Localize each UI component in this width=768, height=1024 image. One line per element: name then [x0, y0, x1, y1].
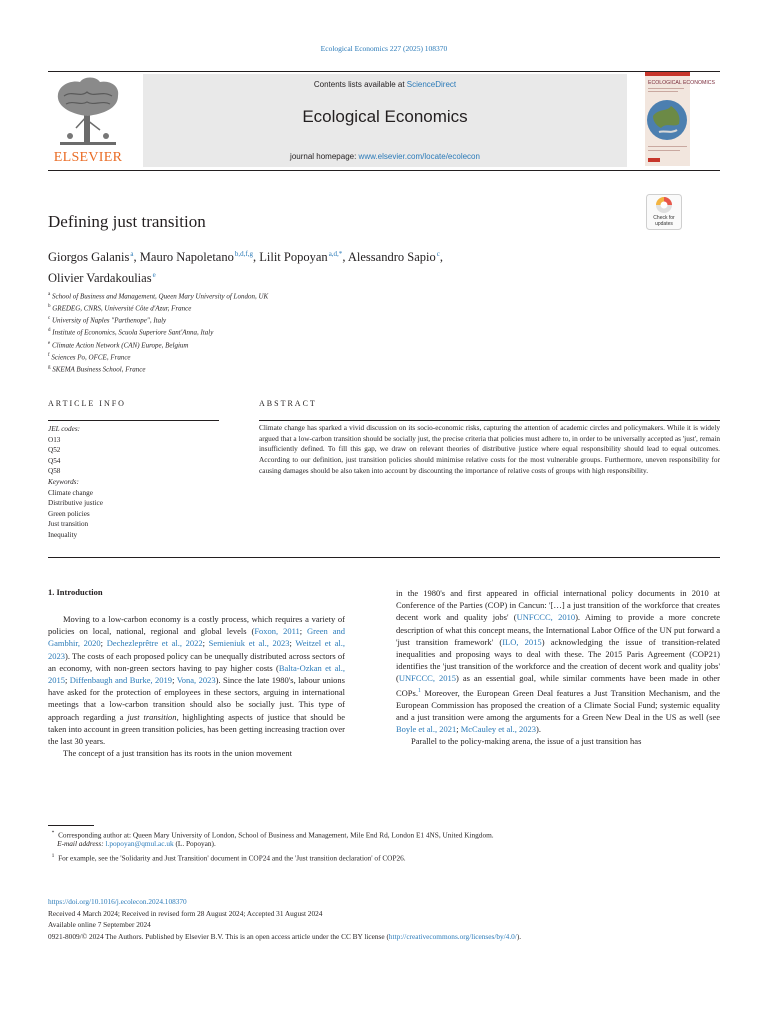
- paragraph: [396, 587, 720, 735]
- body-column-left: [48, 613, 345, 759]
- received-dates: Received 4 March 2024; Received in revised form 28 August 2024; Accepted 31 August 2024: [48, 909, 323, 918]
- citation-link[interactable]: McCauley et al., 2023: [460, 724, 537, 735]
- keyword: Green policies: [48, 509, 90, 518]
- journal-cover-image: [645, 72, 715, 166]
- keywords-label: Keywords:: [48, 477, 79, 486]
- author-affil-sup[interactable]: e: [152, 271, 156, 280]
- citation-link[interactable]: UNFCCC, 2010: [516, 612, 576, 623]
- paragraph: [48, 747, 345, 759]
- header-bottom-rule: [48, 170, 720, 171]
- citation-link[interactable]: Balta-Ozkan et al., 2015: [48, 662, 345, 686]
- affiliation-item: $^d$ Institute of Economics, Scuola Superiore Sant'Anna, Italy: [48, 328, 214, 337]
- author-name[interactable]: Giorgos Galanis: [48, 250, 130, 265]
- keyword: Climate change: [48, 488, 93, 497]
- body-text: Parallel to the policy-making arena, the issue of a just transition has: [411, 736, 642, 747]
- citation-link[interactable]: Foxon, 2011: [254, 626, 300, 637]
- affiliation-item: $^e$ Climate Action Network (CAN) Europe, Belgium: [48, 340, 189, 349]
- author-name[interactable]: Lilit Popoyan: [259, 250, 328, 265]
- footnote-email: E-mail address: l.popoyan@qmul.ac.uk (L. Popoyan).: [57, 839, 216, 848]
- emphasis-text: just transition: [127, 711, 177, 722]
- author-affil-sup[interactable]: c: [436, 250, 440, 258]
- body-text: in the 1980's and first appeared in official international policy documents in 2010 at Conference of the Parties (COP) in Cancun: '[…] a just transition of the workforce that creates decent work and quality jobs' (: [396, 588, 720, 623]
- jel-code: Q54: [48, 456, 61, 465]
- body-text: ;: [172, 675, 177, 686]
- article-info-heading: ARTICLE INFO: [48, 399, 126, 408]
- body-text: ;: [289, 638, 296, 649]
- abstract-heading: ABSTRACT: [259, 399, 317, 408]
- abstract-rule: [259, 420, 720, 421]
- keyword: Just transition: [48, 520, 89, 529]
- available-online: Available online 7 September 2024: [48, 920, 151, 929]
- keyword: Distributive justice: [48, 499, 103, 508]
- citation-link[interactable]: Green and Gambhir, 2020: [48, 626, 345, 649]
- body-text: ) as an essential goal, while similar comments have been made in other COPs.: [396, 673, 721, 698]
- journal-title: Ecological Economics: [302, 107, 468, 126]
- author-name[interactable]: Mauro Napoletano: [139, 250, 234, 265]
- section-heading: 1. Introduction: [48, 587, 103, 597]
- citation-link[interactable]: Diffenbaugh and Burke, 2019: [69, 675, 173, 686]
- check-updates-line1: Check for: [653, 215, 675, 221]
- citation-link[interactable]: UNFCCC, 2015: [398, 673, 456, 684]
- body-text: The concept of a just transition has its roots in the union movement: [63, 748, 292, 759]
- body-column-right: [396, 587, 720, 747]
- journal-reference[interactable]: Ecological Economics 227 (2025) 108370: [320, 44, 448, 53]
- author-list: Giorgos Galanis $^a$, Mauro Napoletano $^{b,d,f,g}$, Lilit Popoyan $^{a,d,*}$, Alessandro Sapio $^c$, Olivier Vardakoulias $^e$: [48, 250, 443, 286]
- body-text: ;: [65, 675, 70, 686]
- author-name[interactable]: Alessandro Sapio: [347, 250, 436, 265]
- paragraph: [48, 613, 345, 747]
- body-text: ). Since the late 1980's, labour unions have asked for the protection of employees in these sectors, arguing in international meetings that a low-carbon transition should also be socially just. This type of approach regarding a: [48, 675, 345, 722]
- affiliation-item: $^a$ School of Business and Management, Queen Mary University of London, UK: [48, 292, 269, 301]
- header-top-rule: [48, 71, 720, 72]
- citation-link[interactable]: Boyle et al., 2021: [396, 724, 457, 735]
- footnote-1: $^1$ For example, see the 'Solidarity and Just Transition' document in COP24 and the 'Just transition declaration' of COP26.: [51, 853, 406, 863]
- affiliation-item: $^c$ University of Naples "Parthenope", Italy: [48, 316, 167, 325]
- elsevier-logo-text: ELSEVIER: [53, 150, 123, 165]
- article-info-list: [48, 424, 103, 541]
- jel-label: JEL codes:: [48, 425, 81, 433]
- body-text: ). The costs of each proposed policy can be unequally distributed across sectors of an economy, with non-green sectors having to pay higher costs (: [48, 650, 345, 673]
- elsevier-tree-logo: [50, 76, 126, 148]
- affiliation-item: $^f$ Sciences Po, OFCE, France: [48, 352, 131, 361]
- affiliation-item: $^g$ SKEMA Business School, France: [48, 364, 146, 374]
- jel-code: Q58: [48, 467, 61, 476]
- article-title: Defining just transition: [48, 212, 206, 231]
- author-affil-sup[interactable]: a: [130, 250, 134, 258]
- author-affil-sup[interactable]: b,d,f,g: [234, 250, 253, 258]
- body-text: ;: [100, 638, 107, 649]
- body-text: ).: [536, 724, 541, 735]
- paragraph: [396, 735, 720, 747]
- email-link[interactable]: l.popoyan@qmul.ac.uk: [105, 839, 174, 848]
- body-text: ;: [456, 724, 461, 735]
- citation-link[interactable]: Dechezleprêtre et al., 2022: [106, 638, 203, 649]
- doi-link[interactable]: https://doi.org/10.1016/j.ecolecon.2024.108370: [48, 897, 187, 906]
- body-text: ;: [202, 638, 209, 649]
- journal-homepage: journal homepage: www.elsevier.com/locate/ecolecon: [290, 152, 480, 161]
- body-text: ). Aiming to provide a more concrete description of what this concept means, the International Labor Office of the UN put forward a 'just transition framework' (: [396, 612, 721, 647]
- body-text: , highlighting aspects of justice that should be taken into account in green transition policies, has been getting increasing traction over the last 30 years.: [48, 711, 346, 747]
- affiliation-item: $^b$ GREDEG, CNRS, Université Côte d'Azur, France: [48, 304, 192, 313]
- footnote-corresponding: * Corresponding author at: Queen Mary University of London, School of Business and Management, Mile End Rd, London E1 4NS, United Kingdom.: [51, 830, 494, 840]
- footnote-rule: [48, 825, 94, 826]
- author-name[interactable]: Olivier Vardakoulias: [48, 271, 152, 286]
- cover-title: ECOLOGICAL ECONOMICS: [648, 80, 715, 86]
- license-line: 0921-8009/© 2024 The Authors. Published by Elsevier B.V. This is an open access article under the CC BY license (http://creativecommons.org/licenses/by/4.0/).: [48, 932, 522, 941]
- affiliations: [48, 290, 268, 375]
- jel-code: Q52: [48, 446, 61, 455]
- body-text: Moreover, the European Green Deal features a Just Transition Mechanism, and the European Commission has proposed the creation of a Climate Social Fund; systemic equality and a just transition were among the arguments for a Green New Deal in the US as well (see: [396, 687, 720, 722]
- citation-link[interactable]: ILO, 2015: [502, 636, 542, 647]
- keyword: Inequality: [48, 530, 78, 539]
- check-for-updates-icon: [646, 194, 682, 230]
- check-updates-line2: updates: [655, 221, 673, 227]
- jel-code: O13: [48, 435, 61, 444]
- citation-link[interactable]: Weitzel et al., 2023: [48, 638, 345, 661]
- author-affil-sup[interactable]: a,d,*: [328, 250, 343, 258]
- sciencedirect-link[interactable]: ScienceDirect: [406, 80, 457, 89]
- body-text: ) acknowledging the issue of transition-related inequalities and proposing ways to deal with these. The 2015 Paris Agreement (COP21) identifies the 'just transition of the workforce and the creation of decent work and quality jobs' (: [396, 636, 720, 684]
- license-link[interactable]: http://creativecommons.org/licenses/by/4.0/: [388, 932, 517, 941]
- journal-homepage-link[interactable]: www.elsevier.com/locate/ecolecon: [358, 152, 480, 161]
- body-text: Moving to a low-carbon economy is a costly process, which requires a variety of policies on local, national, regional and global levels (: [48, 614, 345, 637]
- body-text: ;: [299, 626, 308, 637]
- section-divider: [48, 557, 720, 558]
- citation-link[interactable]: Vona, 2023: [176, 675, 216, 686]
- citation-link[interactable]: Semieniuk et al., 2023: [208, 638, 290, 649]
- check-for-updates-button[interactable]: [646, 194, 682, 230]
- article-info-rule: [48, 420, 219, 421]
- contents-available: Contents lists available at ScienceDirect: [313, 80, 457, 89]
- footnote-marker[interactable]: 1: [417, 687, 421, 694]
- abstract-text: Climate change has sparked a vivid discussion on its socio-economic risks, capturing the attention of academic circles and policymakers. While it is widely argued that a low-carbon transition should be socially just, the precise criteria that policies must adhere to, in order to be universally accepted as 'just', remain insufficiently defined. To fill this gap, we draw on relevant theories of distributive justice where equal responsibility should lead to equal outcomes. According to our definition, just transition policies should minimise relative costs for the most vulnerable groups. Furthermore, uneven responsibility for causing damages should be also taken into account by discounting the importance of relative costs of groups with high responsibility.: [259, 423, 720, 475]
